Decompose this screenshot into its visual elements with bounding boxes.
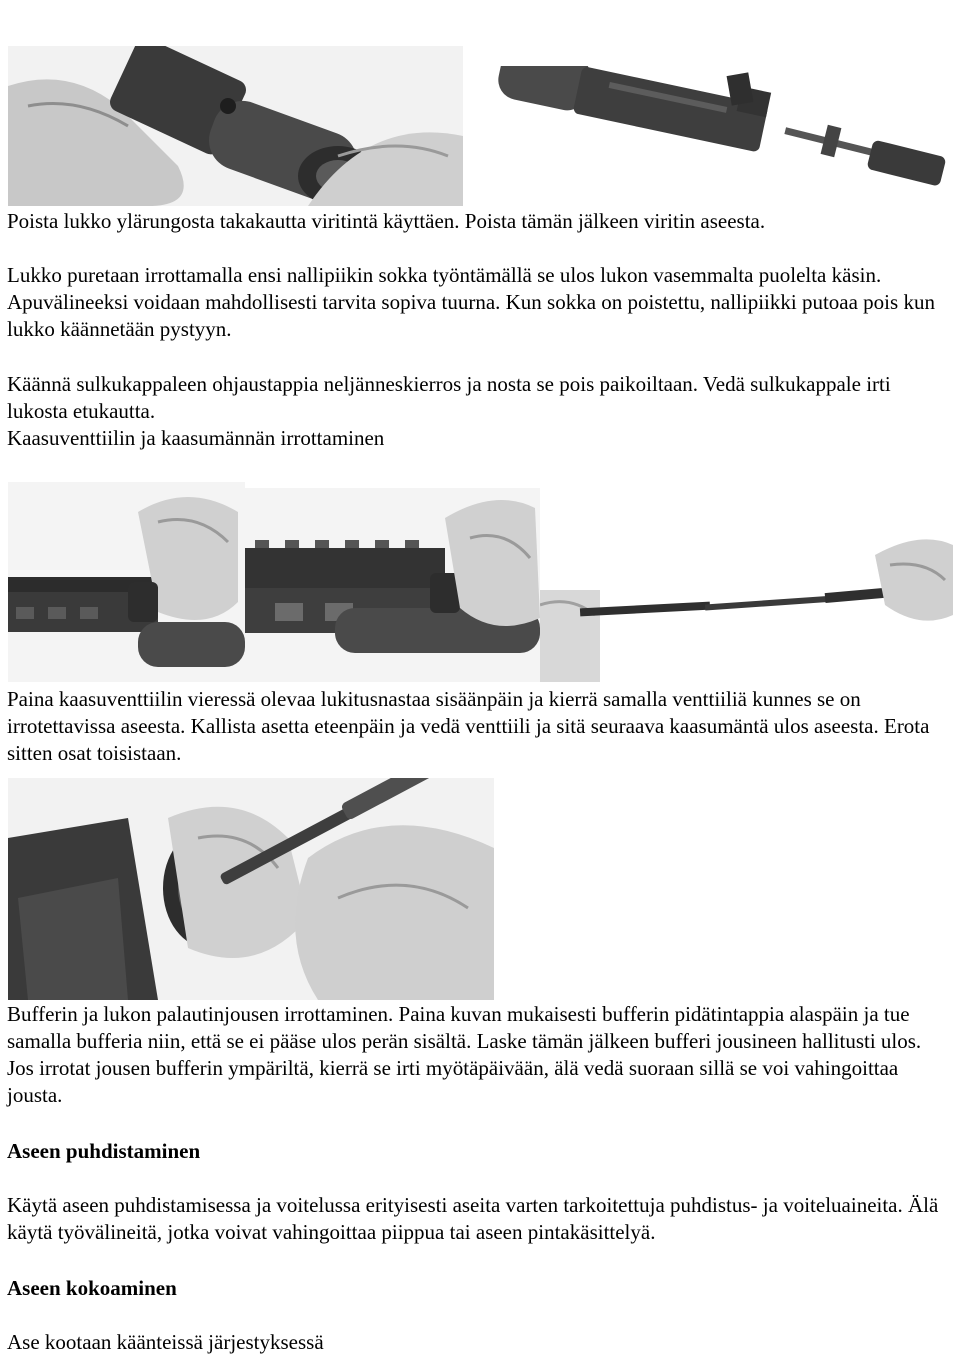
photo-gas-valve-press [8, 482, 245, 682]
paragraph-gas-valve-instructions: Paina kaasuventtiilin vieressä olevaa lukitusnastaa sisäänpäin ja kierrä samalla venttiiliä kunnes se on irrotettavissa aseesta. Kallista asetta eteenpäin ja vedä venttiili ja sitä seuraava kaasumäntä ulos aseesta. Erota sitten osat toisistaan. [7, 687, 930, 765]
paragraph-firing-pin: Lukko puretaan irrottamalla ensi nallipiikin sokka työntämällä se ulos lukon vasemmalta puolelta käsin. Apuvälineeksi voidaan mahdollisesti tarvita sopiva tuurna. Kun sokka on poistettu, nallipiikki putoaa pois kun lukko käännetään pystyyn. [7, 263, 935, 341]
photo-bolt-removal [8, 46, 463, 206]
heading-assembly: Aseen kokoaminen [7, 1276, 177, 1300]
heading-cleaning: Aseen puhdistaminen [7, 1139, 201, 1163]
paragraph-bolt-cam: Käännä sulkukappaleen ohjaustappia neljänneskierros ja nosta se pois paikoiltaan. Vedä sulkukappale irti lukosta etukautta. [7, 372, 891, 423]
paragraph-cleaning: Käytä aseen puhdistamisessa ja voitelussa erityisesti aseita varten tarkoitettuja puhdistus- ja voiteluaineita. Älä käytä työvälineitä, jotka voivat vahingoittaa piippua tai aseen pintakäsittelyä. [7, 1193, 939, 1244]
paragraph-assembly: Ase kootaan käänteissä järjestyksessä [7, 1330, 324, 1354]
paragraph-gas-valve-title: Kaasuventtiilin ja kaasumännän irrottaminen [7, 426, 385, 450]
photo-bolt-parts [484, 66, 952, 191]
photo-gas-valve-pull [245, 488, 540, 682]
photo-gas-piston-rod [540, 535, 953, 682]
photo-buffer-removal [8, 778, 494, 1000]
paragraph-buffer-instructions: Bufferin ja lukon palautinjousen irrottaminen. Paina kuvan mukaisesti bufferin pidätintappia alaspäin ja tue samalla bufferia niin, että se ei pääse ulos perän sisältä. Laske tämän jälkeen bufferi jousineen hallitusti ulos. Jos irrotat jousen bufferin ympäriltä, kierrä se irti myötäpäivään, älä vedä suoraan sillä se voi vahingoittaa jousta. [7, 1002, 922, 1107]
paragraph-bolt-removal: Poista lukko ylärungosta takakautta viritintä käyttäen. Poista tämän jälkeen viritin aseesta. [7, 209, 766, 233]
